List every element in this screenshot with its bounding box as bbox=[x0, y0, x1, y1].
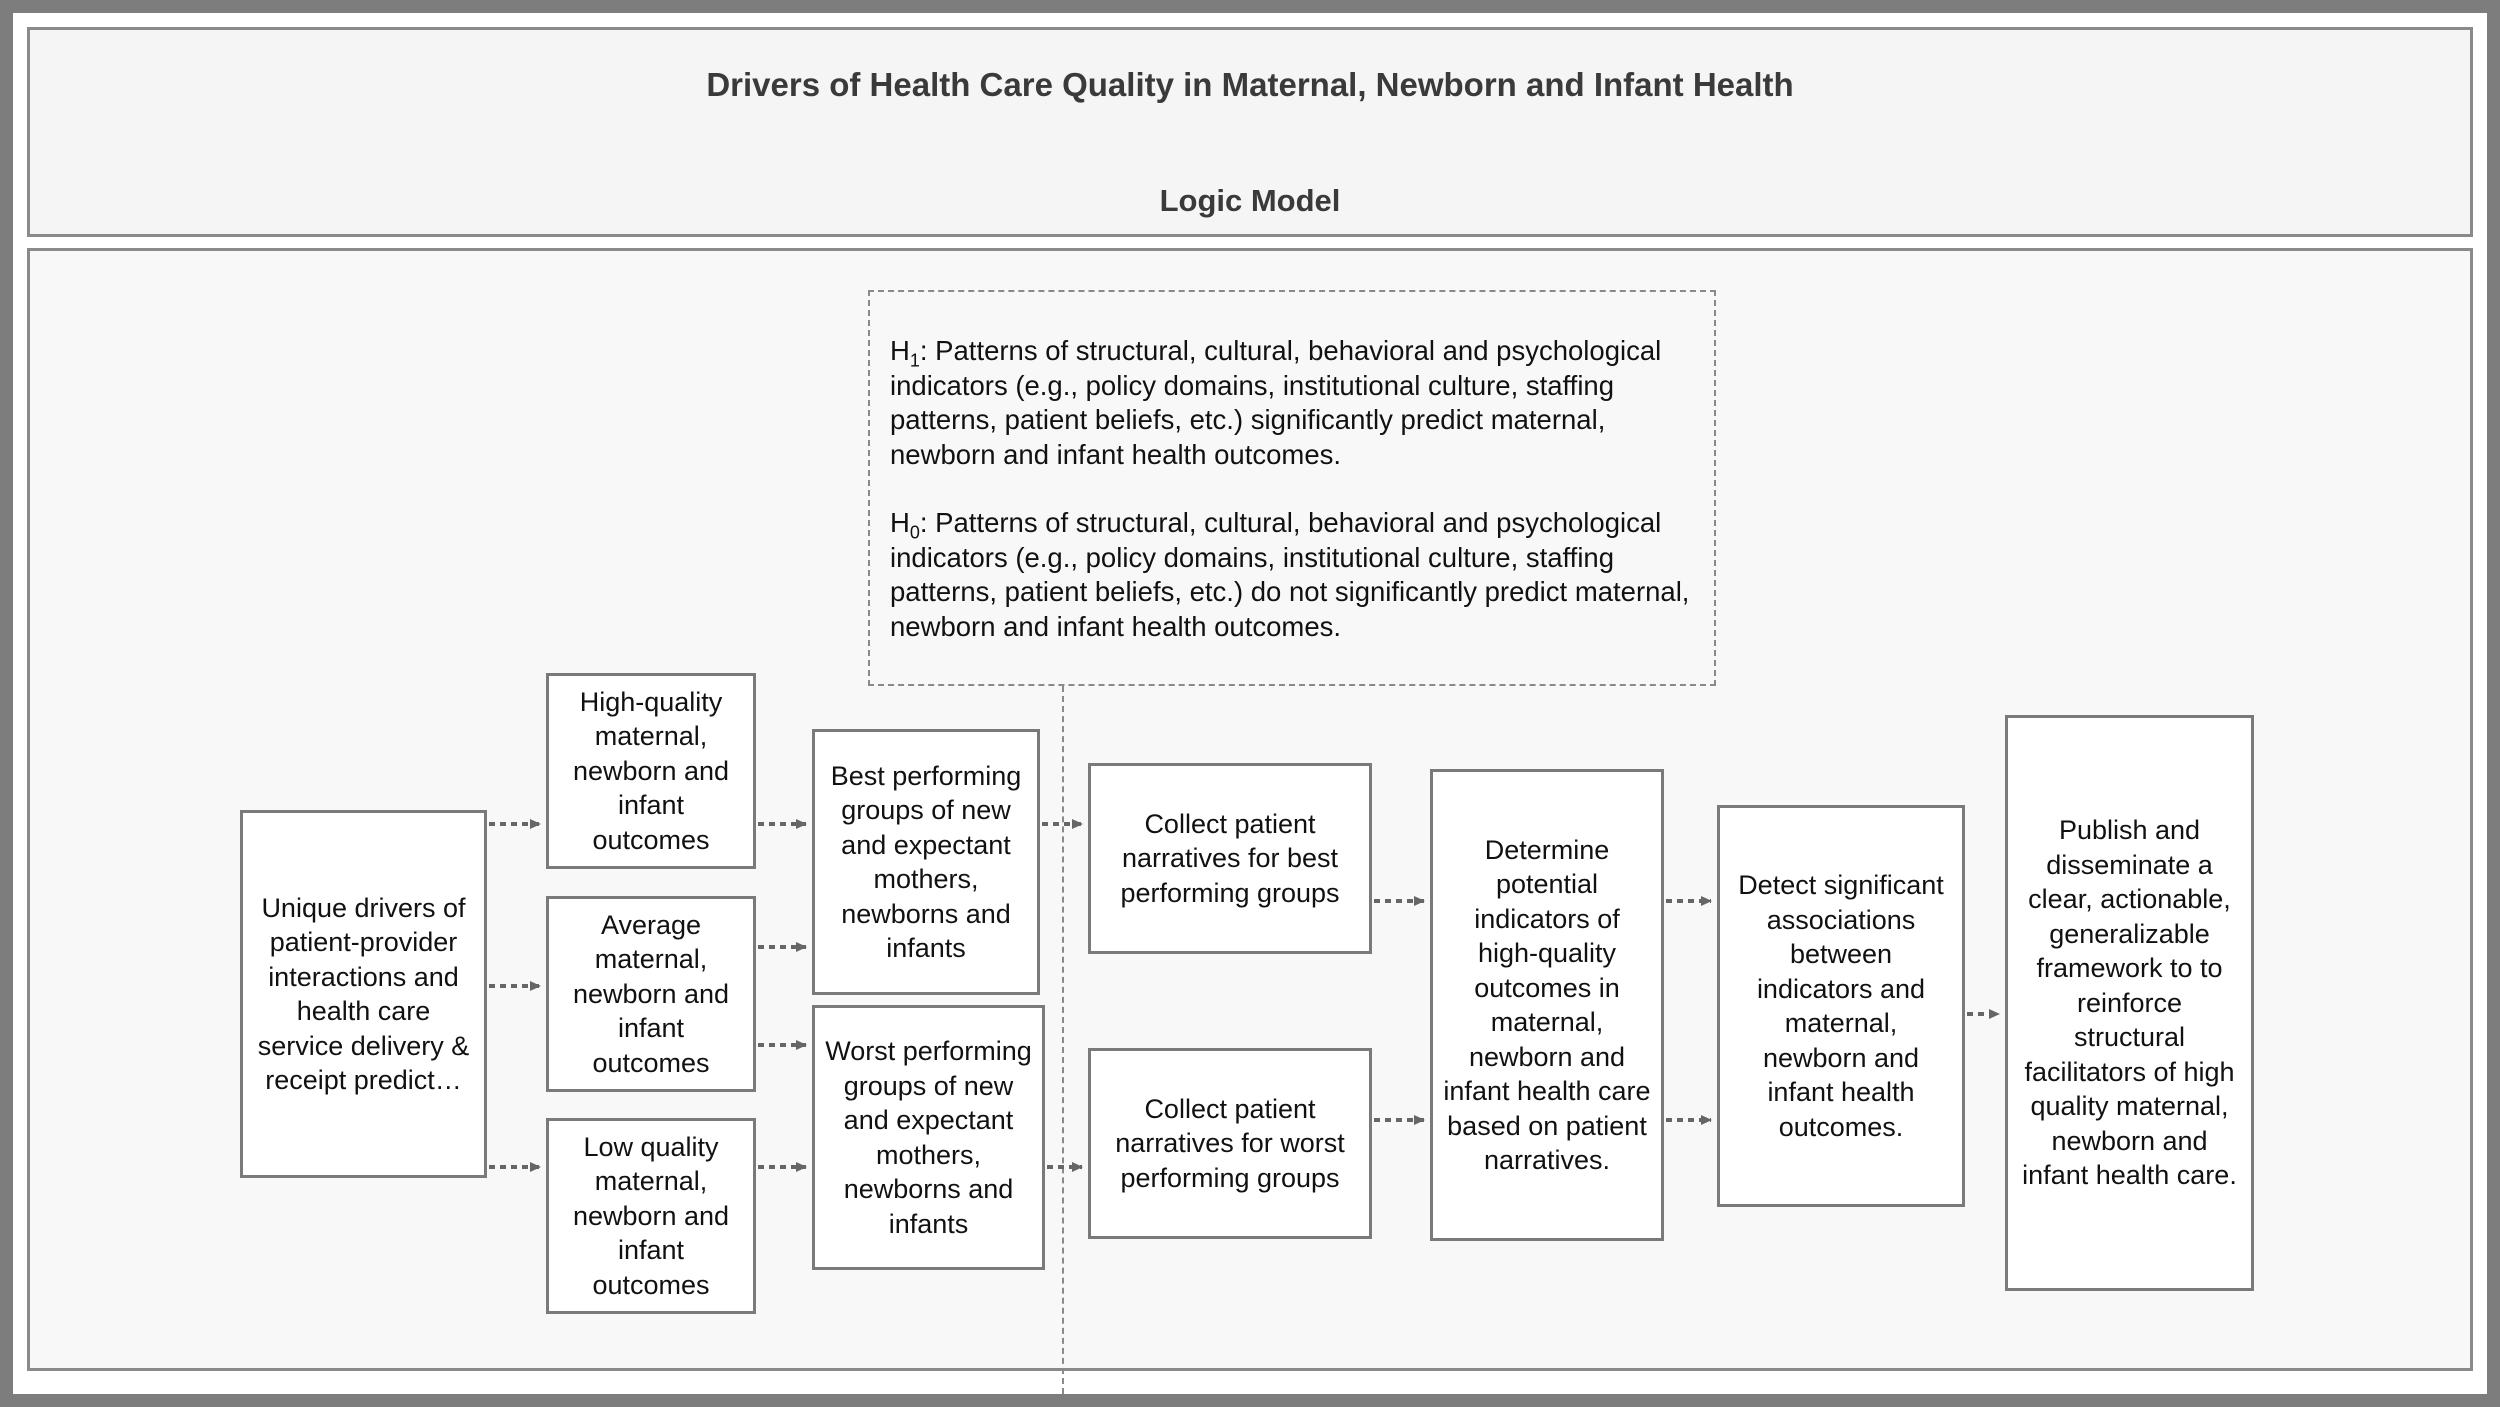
node-collect-best: Collect patient narratives for best performing groups bbox=[1088, 763, 1372, 954]
h0-text: : Patterns of structural, cultural, behavioral and psychological indicators (e.g., policy domains, institutional culture, staffing patterns, patient beliefs, etc.) do not significantly predict maternal, newborn and infant health outcomes. bbox=[890, 507, 1690, 642]
h0-letter: H bbox=[890, 507, 910, 538]
node-drivers: Unique drivers of patient-provider interactions and health care service delivery & receipt predict… bbox=[240, 810, 487, 1178]
node-best-performing-groups: Best performing groups of new and expectant mothers, newborns and infants bbox=[812, 729, 1040, 995]
h1-subscript: 1 bbox=[909, 350, 920, 371]
node-publish-framework: Publish and disseminate a clear, actionable, generalizable framework to to reinforce structural facilitators of high quality maternal, newborn and infant health care. bbox=[2005, 715, 2254, 1291]
h1-text: : Patterns of structural, cultural, behavioral and psychological indicators (e.g., policy domains, institutional culture, staffing patterns, patient beliefs, etc.) significantly predict maternal, newborn and infant health outcomes. bbox=[890, 335, 1662, 470]
node-detect-associations: Detect significant associations between indicators and maternal, newborn and infant health outcomes. bbox=[1717, 805, 1965, 1207]
node-high-quality-outcomes: High-quality maternal, newborn and infant outcomes bbox=[546, 673, 756, 869]
diagram-title: Drivers of Health Care Quality in Maternal, Newborn and Infant Health bbox=[706, 66, 1794, 103]
node-average-outcomes: Average maternal, newborn and infant outcomes bbox=[546, 896, 756, 1092]
node-determine-indicators: Determine potential indicators of high-quality outcomes in maternal, newborn and infant health care based on patient narratives. bbox=[1430, 769, 1664, 1241]
node-worst-performing-groups: Worst performing groups of new and expectant mothers, newborns and infants bbox=[812, 1005, 1045, 1270]
h1-letter: H bbox=[890, 335, 910, 366]
node-collect-worst: Collect patient narratives for worst performing groups bbox=[1088, 1048, 1372, 1239]
diagram-subtitle: Logic Model bbox=[1159, 183, 1341, 218]
node-low-quality-outcomes: Low quality maternal, newborn and infant outcomes bbox=[546, 1118, 756, 1314]
h0-subscript: 0 bbox=[909, 522, 920, 543]
